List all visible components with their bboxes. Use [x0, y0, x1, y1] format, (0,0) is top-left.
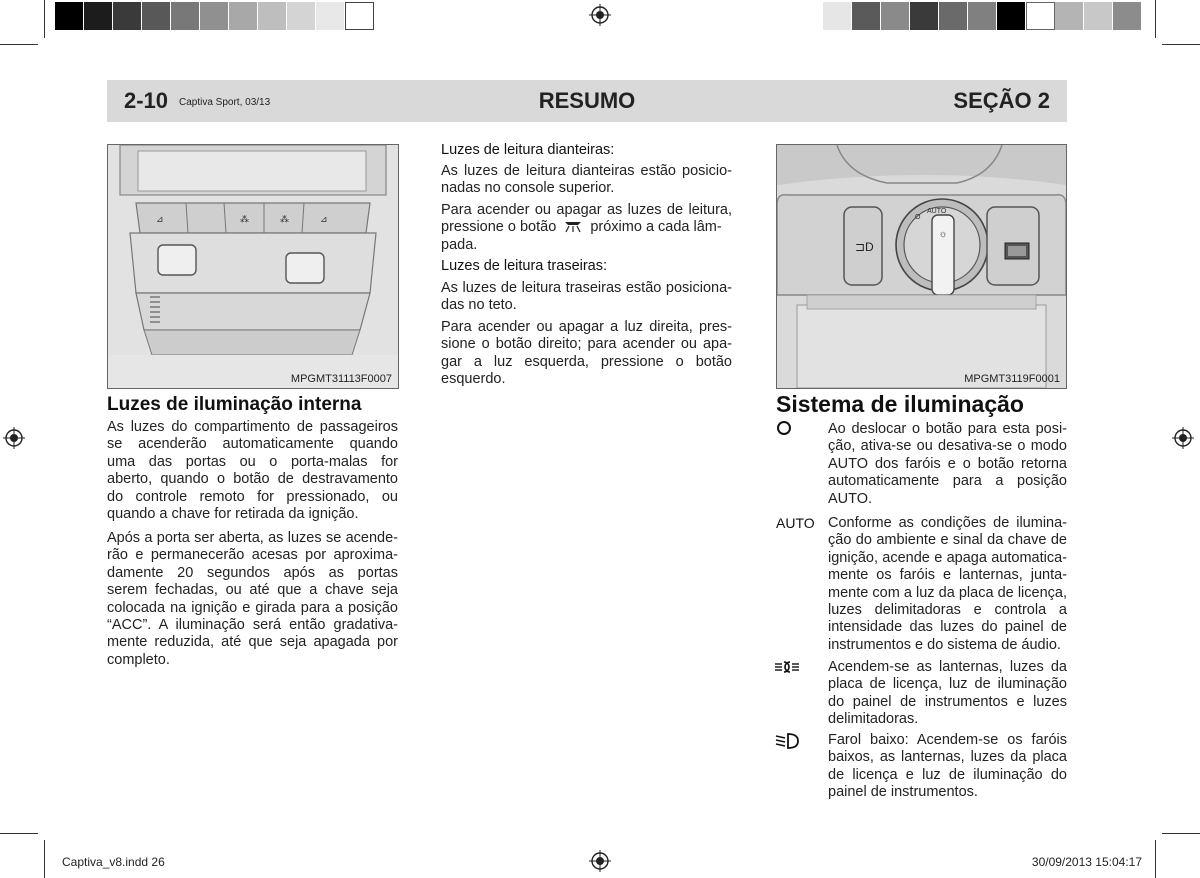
color-swatch	[997, 2, 1026, 30]
color-swatch	[258, 2, 287, 30]
switch-auto-label: AUTO	[927, 208, 947, 215]
text-line: quando a chave for retirada da ignição.	[107, 506, 359, 523]
color-swatch	[142, 2, 171, 30]
paragraph-rear-reading-1	[441, 280, 732, 315]
paragraph-interior-lights-2	[107, 530, 398, 669]
figure-caption: MPGMT3119F0001	[964, 373, 1060, 385]
text-line: mente com a luz da placa de licença,	[828, 584, 1067, 601]
heading-interior-lights: Luzes de iluminação interna	[107, 394, 362, 415]
paragraph-rear-reading-2	[441, 319, 732, 389]
text-line	[441, 219, 732, 236]
registration-mark-icon	[3, 427, 25, 449]
svg-text:⊿: ⊿	[320, 214, 328, 224]
svg-text:⁂: ⁂	[240, 214, 249, 224]
text-line: nadas no console superior.	[441, 180, 615, 197]
text-line: completo.	[107, 651, 170, 668]
svg-text:⁂: ⁂	[280, 214, 289, 224]
text-line: delimitadoras.	[828, 711, 919, 728]
text-line: uma das portas ou o porta-malas for	[107, 453, 398, 470]
color-swatch	[910, 2, 939, 30]
figure-interior-lights	[107, 144, 399, 389]
text-line: se acenderão automaticamente quando	[107, 436, 398, 453]
color-swatch	[55, 2, 84, 30]
text-line: pada.	[441, 236, 478, 253]
text-line: ção, ativa-se ou desativa-se o modo	[828, 438, 1067, 455]
crop-mark	[0, 44, 38, 45]
svg-text:⊐D: ⊐D	[855, 240, 874, 254]
text-line: As luzes de leitura traseiras estão posiciona-	[441, 280, 732, 296]
figure-caption: MPGMT31113F0007	[290, 373, 392, 385]
footer-file: Captiva_v8.indd 26	[62, 855, 165, 869]
color-strip-left	[55, 2, 374, 30]
page-subtitle: Captiva Sport, 03/13	[179, 97, 271, 108]
text-line: esquerdo.	[441, 371, 506, 388]
crop-mark	[1162, 44, 1200, 45]
text-line: “ACC”. A iluminação será então gradativa-	[107, 617, 398, 634]
heading-front-reading-lights: Luzes de leitura dianteiras:	[441, 142, 615, 158]
text-line: damente 20 segundos após as portas	[107, 564, 398, 581]
overhead-console-illustration	[108, 145, 398, 388]
color-swatch	[113, 2, 142, 30]
text-line: ignição, acende e apaga automatica-	[828, 549, 1067, 566]
text-fragment: próximo a cada lâm-	[590, 219, 722, 236]
color-swatch	[171, 2, 200, 30]
svg-text:⊿: ⊿	[156, 214, 164, 224]
legend-item-off	[828, 421, 1067, 508]
text-line: luzes delimitadoras e controla a	[828, 602, 1067, 619]
text-line: de licença e luz de iluminação do	[828, 766, 1067, 783]
crop-mark	[1162, 833, 1200, 834]
paragraph-front-reading-1	[441, 163, 732, 198]
color-swatch	[1084, 2, 1113, 30]
parking-lamp-icon	[774, 659, 800, 678]
auto-position-label: AUTO	[776, 515, 815, 531]
text-line: Acendem-se as lanternas, luzes da	[828, 659, 1067, 675]
text-line: Para acender ou apagar as luzes de leitura,	[441, 202, 732, 218]
text-line: serem fechadas, ou até que a chave seja	[107, 582, 398, 599]
text-line: gar a luz esquerda, pressione o botão	[441, 353, 732, 370]
svg-text:☼: ☼	[938, 229, 948, 240]
text-line: Ao deslocar o botão para esta posi-	[828, 421, 1067, 437]
reading-lamp-icon	[563, 220, 583, 233]
color-swatch	[823, 2, 852, 30]
registration-mark-icon	[589, 850, 611, 872]
text-line: automaticamente para a posição	[828, 473, 1067, 490]
crop-mark	[1155, 840, 1156, 878]
paragraph-front-reading-2	[441, 202, 732, 254]
text-line: Após a porta ser aberta, as luzes se acende-	[107, 530, 398, 546]
text-line: Para acender ou apagar a luz direita, pres-	[441, 319, 732, 335]
page-title: RESUMO	[538, 88, 636, 113]
color-swatch	[229, 2, 258, 30]
heading-lighting-system: Sistema de iluminação	[776, 391, 1024, 417]
color-swatch	[852, 2, 881, 30]
text-line: aberto, quando o botão de destravamento	[107, 471, 398, 488]
color-swatch	[84, 2, 113, 30]
text-line: intensidade das luzes do painel de	[828, 619, 1067, 636]
text-line: As luzes de leitura dianteiras estão posicio-	[441, 163, 732, 179]
registration-mark-icon	[1172, 427, 1194, 449]
color-swatch	[881, 2, 910, 30]
color-swatch	[1026, 2, 1055, 30]
color-swatch	[200, 2, 229, 30]
color-swatch	[345, 2, 374, 30]
text-line: painel de instrumentos.	[828, 784, 978, 801]
text-line: rão e permanecerão acesas por aproxima-	[107, 547, 398, 564]
text-line: instrumentos e do sistema de áudio.	[828, 636, 1061, 653]
text-line: do painel de instrumentos e luzes	[828, 693, 1067, 710]
crop-mark	[44, 840, 45, 878]
text-line: AUTO dos faróis e o botão retorna	[828, 455, 1067, 472]
text-line: Farol baixo: Acendem-se os faróis	[828, 732, 1067, 748]
footer-date: 30/09/2013 15:04:17	[1031, 855, 1142, 869]
legend-item-low-beam	[828, 732, 1067, 802]
legend-item-parking-lamps	[828, 659, 1067, 729]
text-line: sione o botão direito; para acender ou apa-	[441, 336, 732, 353]
text-line: colocada na ignição e girada para a posição	[107, 599, 398, 616]
off-position-icon	[776, 420, 792, 439]
text-line: baixos, as lanternas, luzes da placa	[828, 749, 1067, 766]
color-strip-right	[823, 2, 1142, 30]
color-swatch	[968, 2, 997, 30]
page-number: 2-10	[124, 88, 169, 113]
legend-item-auto	[828, 515, 1067, 654]
text-line: ção do ambiente e sinal da chave de	[828, 532, 1067, 549]
registration-mark-icon	[589, 4, 611, 26]
section-label: SEÇÃO 2	[953, 88, 1050, 113]
crop-mark	[0, 833, 38, 834]
text-line: AUTO.	[828, 490, 873, 507]
text-line: placa de licença, luz de iluminação	[828, 676, 1067, 693]
text-line: As luzes do compartimento de passageiros	[107, 419, 398, 435]
text-line: mente reduzida, até que seja apagada por	[107, 634, 398, 651]
text-fragment: pressione o botão	[441, 219, 557, 236]
svg-text:O: O	[915, 214, 921, 221]
page-header	[107, 80, 1067, 122]
color-swatch	[939, 2, 968, 30]
figure-lighting-switch	[776, 144, 1067, 389]
low-beam-icon	[774, 732, 800, 753]
text-line: mente os faróis e lanternas, junta-	[828, 567, 1067, 584]
crop-mark	[44, 0, 45, 38]
color-swatch	[1055, 2, 1084, 30]
heading-rear-reading-lights: Luzes de leitura traseiras:	[441, 258, 608, 274]
text-line: das no teto.	[441, 297, 517, 314]
color-swatch	[316, 2, 345, 30]
paragraph-interior-lights-1	[107, 419, 398, 523]
text-line: Conforme as condições de ilumina-	[828, 515, 1067, 531]
text-line: do controle remoto for pressionado, ou	[107, 488, 398, 505]
lighting-switch-illustration	[777, 145, 1066, 388]
color-swatch	[1113, 2, 1142, 30]
color-swatch	[287, 2, 316, 30]
crop-mark	[1155, 0, 1156, 38]
